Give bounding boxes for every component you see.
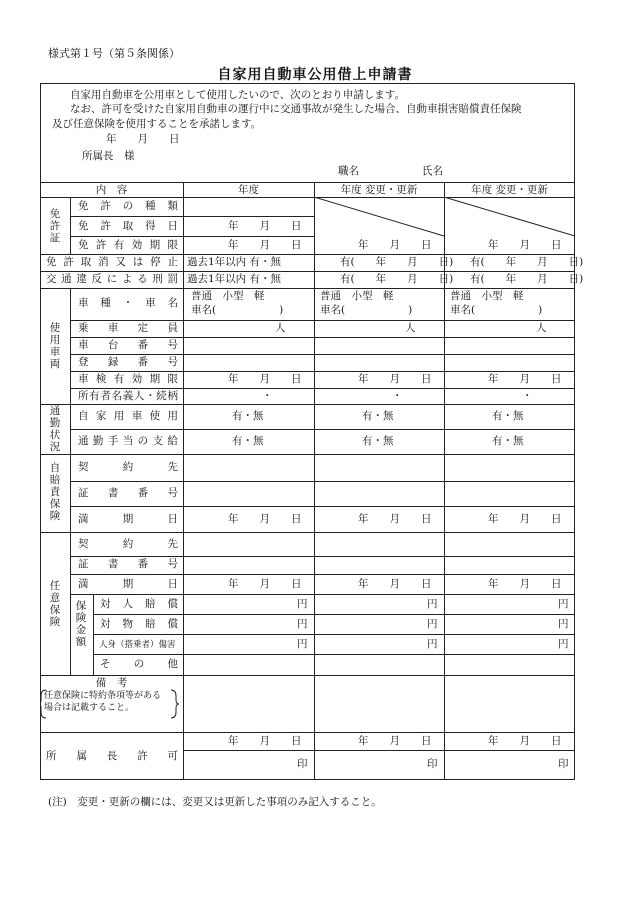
c1-license-date[interactable]: 年 月 日 — [228, 220, 302, 232]
c2-inspection[interactable]: 年 月 日 — [358, 373, 432, 385]
row-penalty: 交通違反による刑罰 — [46, 273, 178, 285]
c3-car-class[interactable]: 普通 小型 軽 — [450, 290, 524, 302]
col-header-2: 年度 変更・更新 — [340, 184, 418, 196]
row-other: その他 — [100, 658, 178, 670]
group-amount: 保険金額 — [75, 600, 87, 648]
row-approval: 所属長許可 — [46, 750, 178, 762]
group-commute: 通勤状況 — [49, 405, 61, 453]
row-v-cert: 証書番号 — [78, 558, 178, 570]
c2-seal: 印 — [427, 758, 438, 770]
row-personal: 対人賠償 — [100, 598, 178, 610]
applicant-name-field[interactable]: 職名 氏名 — [338, 165, 443, 177]
c2-passenger-yen: 円 — [427, 638, 438, 650]
group-voluntary: 任意保険 — [49, 580, 61, 628]
row-reg-no: 登録番号 — [78, 356, 178, 368]
bracket-icon — [40, 688, 180, 720]
c1-car-class[interactable]: 普通 小型 軽 — [191, 290, 265, 302]
footnote: (注) 変更・更新の欄には、変更又は更新した事項のみ記入すること。 — [48, 796, 382, 808]
row-car-use: 自家用車使用 — [78, 410, 178, 422]
row-inspection: 車検有効期限 — [78, 373, 178, 385]
intro-line-1: 自家用自動車を公用車として使用したいので、次のとおり申請します。 — [70, 89, 405, 101]
c1-inspection[interactable]: 年 月 日 — [228, 373, 302, 385]
c1-approval-date[interactable]: 年 月 日 — [228, 735, 302, 747]
intro-date[interactable]: 年 月 日 — [106, 133, 180, 145]
c1-allowance[interactable]: 有・無 — [232, 435, 264, 447]
col-header-content: 内 容 — [95, 184, 128, 196]
row-j-cert: 証書番号 — [78, 487, 178, 499]
row-j-insurer: 契約先 — [78, 461, 178, 473]
row-owner: 所有者名義人・続柄 — [78, 390, 178, 402]
c2-approval-date[interactable]: 年 月 日 — [358, 735, 432, 747]
c1-v-expiry[interactable]: 年 月 日 — [228, 578, 302, 590]
c3-car-name[interactable]: 車名( ) — [450, 304, 543, 316]
c1-suspension[interactable]: 過去1年以内 有・無 — [187, 256, 282, 268]
c1-seal: 印 — [297, 758, 308, 770]
row-chassis: 車台番号 — [78, 339, 178, 351]
c3-inspection[interactable]: 年 月 日 — [488, 373, 562, 385]
c2-allowance[interactable]: 有・無 — [362, 435, 394, 447]
row-license-expiry: 免許有効期限 — [78, 239, 178, 251]
c3-allowance[interactable]: 有・無 — [492, 435, 524, 447]
c2-car-class[interactable]: 普通 小型 軽 — [320, 290, 394, 302]
row-suspension: 免許取消又は停止 — [46, 256, 178, 268]
col-header-1: 年度 — [238, 184, 259, 196]
intro-addressee: 所属長 様 — [82, 150, 135, 162]
c2-suspension[interactable]: 有( 年 月 日) — [340, 256, 454, 268]
c2-v-expiry[interactable]: 年 月 日 — [358, 578, 432, 590]
c3-penalty[interactable]: 有( 年 月 日) — [470, 273, 584, 285]
c2-car-name[interactable]: 車名( ) — [320, 304, 413, 316]
diagonal-strike — [314, 197, 575, 237]
c3-passenger-yen: 円 — [558, 638, 569, 650]
c3-v-expiry[interactable]: 年 月 日 — [488, 578, 562, 590]
remarks-note-line-1: 任意保険に特約条項等がある — [44, 691, 162, 701]
group-jibaiseki: 自賠責保険 — [49, 462, 61, 522]
group-license: 免許証 — [49, 208, 61, 244]
group-vehicle: 使用車両 — [49, 322, 61, 370]
c1-car-use[interactable]: 有・無 — [232, 410, 264, 422]
row-j-expiry: 満期日 — [78, 513, 178, 525]
form-number: 様式第１号（第５条関係） — [48, 47, 180, 60]
row-capacity: 乗車定員 — [78, 322, 178, 334]
c3-suspension[interactable]: 有( 年 月 日) — [470, 256, 584, 268]
row-license-date: 免許取得日 — [78, 220, 178, 232]
c1-car-name[interactable]: 車名( ) — [191, 304, 284, 316]
c2-personal-yen: 円 — [427, 598, 438, 610]
col-header-3: 年度 変更・更新 — [471, 184, 548, 196]
c3-seal: 印 — [558, 758, 569, 770]
intro-line-2: なお、許可を受けた自家用自動車の運行中に交通事故が発生した場合、自動車損害賠償責任保険 — [70, 103, 522, 115]
c1-j-expiry[interactable]: 年 月 日 — [228, 513, 302, 525]
c2-penalty[interactable]: 有( 年 月 日) — [340, 273, 454, 285]
row-v-insurer: 契約先 — [78, 538, 178, 550]
c3-j-expiry[interactable]: 年 月 日 — [488, 513, 562, 525]
c2-owner[interactable]: ・ — [392, 390, 403, 402]
row-remarks: 備 考 — [95, 677, 128, 689]
c1-capacity-unit: 人 — [275, 322, 286, 334]
row-car-type: 車種・車名 — [78, 297, 178, 309]
c3-owner[interactable]: ・ — [522, 390, 533, 402]
page-title: 自家用自動車公用借上申請書 — [217, 67, 413, 83]
c1-passenger-yen: 円 — [297, 638, 308, 650]
c2-license-expiry[interactable]: 年 月 日 — [358, 239, 432, 251]
row-v-expiry: 満期日 — [78, 578, 178, 590]
c3-approval-date[interactable]: 年 月 日 — [488, 735, 562, 747]
c2-capacity-unit: 人 — [405, 322, 416, 334]
row-passenger: 人身（搭乗者）傷害 — [99, 640, 176, 650]
c3-personal-yen: 円 — [558, 598, 569, 610]
c1-owner[interactable]: ・ — [262, 390, 273, 402]
c3-license-expiry[interactable]: 年 月 日 — [488, 239, 562, 251]
row-allowance: 通勤手当の支給 — [78, 435, 178, 447]
row-property: 対物賠償 — [100, 618, 178, 630]
c1-penalty[interactable]: 過去1年以内 有・無 — [187, 273, 282, 285]
c2-j-expiry[interactable]: 年 月 日 — [358, 513, 432, 525]
c1-personal-yen: 円 — [297, 598, 308, 610]
c1-license-expiry[interactable]: 年 月 日 — [228, 239, 302, 251]
row-license-type: 免許の種類 — [78, 200, 178, 212]
c3-capacity-unit: 人 — [536, 322, 547, 334]
remarks-note-line-2: 場合は記載すること。 — [44, 703, 135, 713]
c2-car-use[interactable]: 有・無 — [362, 410, 394, 422]
c2-property-yen: 円 — [427, 618, 438, 630]
intro-line-3: 及び任意保険を使用することを承諾します。 — [52, 118, 262, 130]
c1-property-yen: 円 — [297, 618, 308, 630]
c3-property-yen: 円 — [558, 618, 569, 630]
c3-car-use[interactable]: 有・無 — [492, 410, 524, 422]
